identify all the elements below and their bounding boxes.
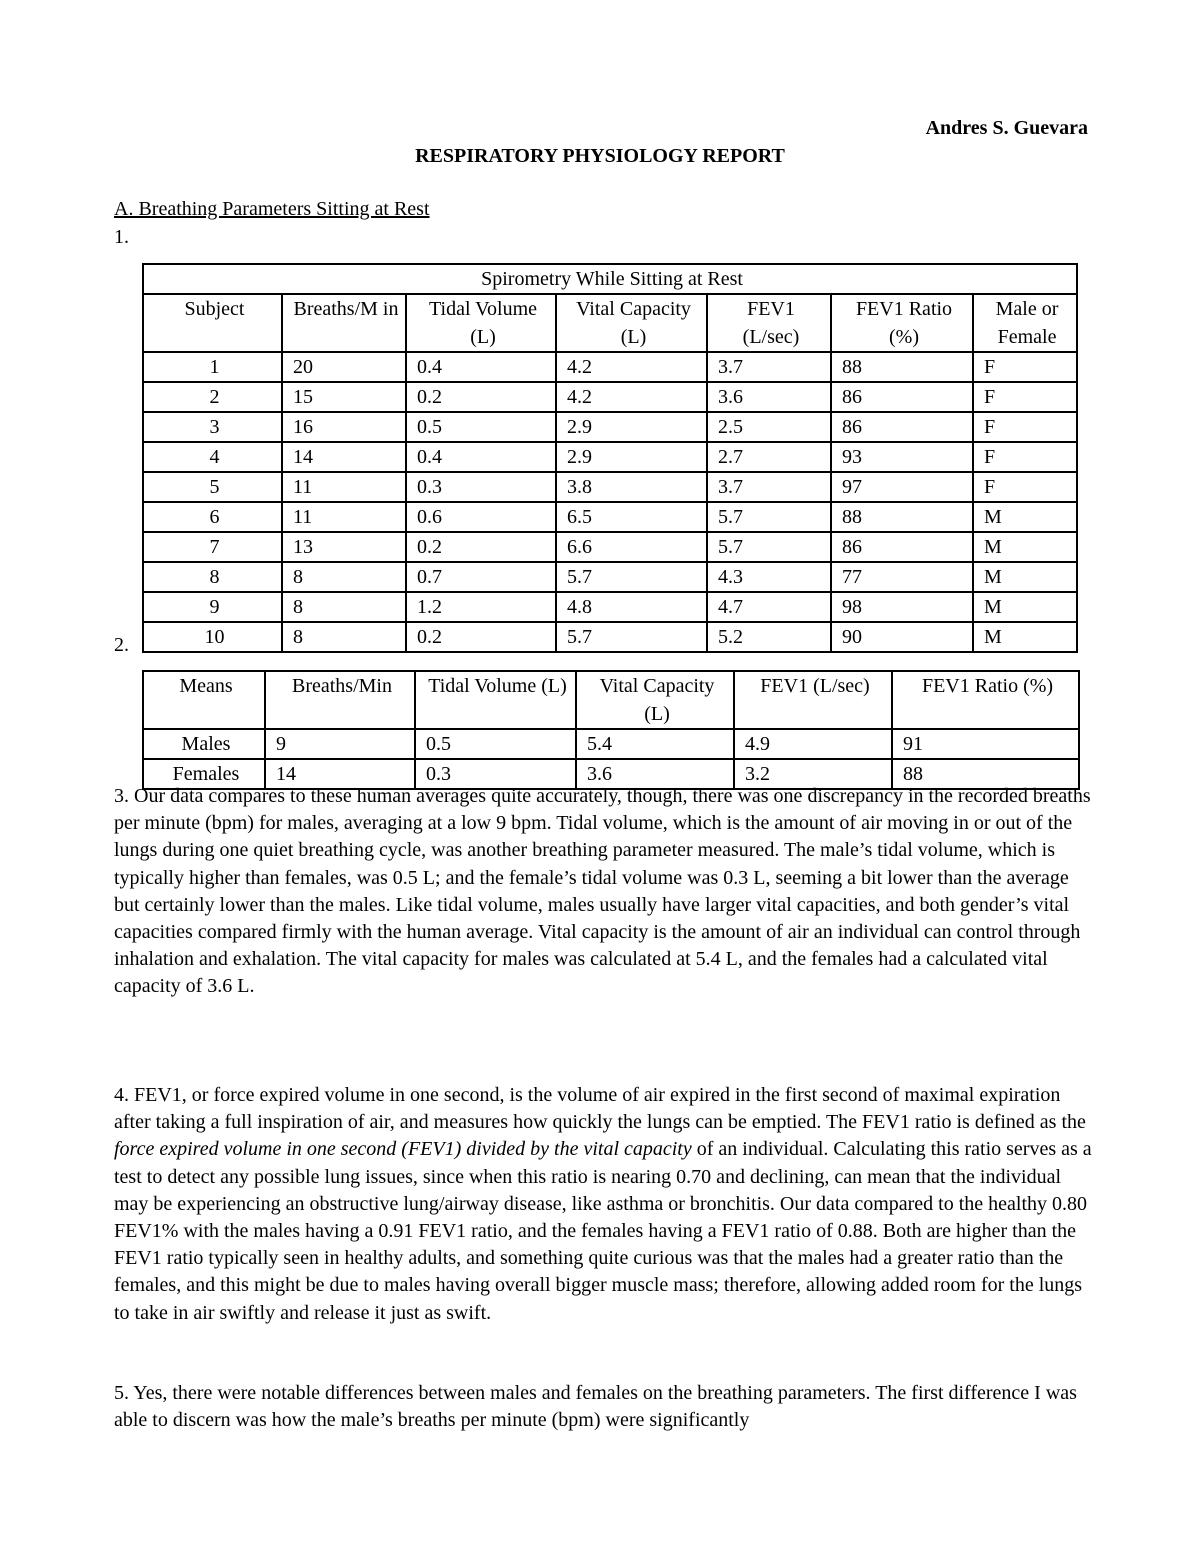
table-cell: 98: [831, 592, 973, 622]
table-cell: 0.3: [415, 759, 576, 789]
table-cell: 0.2: [406, 622, 556, 652]
report-title: RESPIRATORY PHYSIOLOGY REPORT: [415, 145, 785, 167]
table-cell: 3.7: [707, 352, 831, 382]
paragraph-4: [114, 1082, 1094, 1327]
table-row: [143, 352, 1077, 382]
table-cell: 0.3: [406, 472, 556, 502]
paragraph-5: 5. Yes, there were notable differences between males and females on the breathing parameters. The first difference I was able to discern was how the male’s breaths per minute (bpm) were significantly: [114, 1382, 1077, 1432]
section-a-heading: A. Breathing Parameters Sitting at Rest: [114, 198, 430, 220]
table-cell: 3.6: [707, 382, 831, 412]
table-cell: 13: [282, 532, 406, 562]
table-cell: Males: [143, 729, 265, 759]
table-cell: 5.7: [556, 562, 707, 592]
table-cell: 0.5: [415, 729, 576, 759]
table-cell: 93: [831, 442, 973, 472]
table-cell: 86: [831, 382, 973, 412]
table-cell: M: [973, 562, 1077, 592]
paragraph-4-italic: force expired volume in one second (FEV1) divided by the vital capacity: [114, 1138, 692, 1161]
column-header: FEV1 Ratio (%): [831, 294, 973, 352]
table-cell: Females: [143, 759, 265, 789]
table-cell: 0.4: [406, 352, 556, 382]
table-cell: 14: [265, 759, 415, 789]
table-cell: 6.5: [556, 502, 707, 532]
table-cell: M: [973, 622, 1077, 652]
table-header-row: [143, 671, 1079, 729]
table-cell: 0.2: [406, 382, 556, 412]
table-cell: 5.7: [707, 532, 831, 562]
table-cell: 91: [892, 729, 1079, 759]
table-cell: 9: [143, 592, 282, 622]
table-cell: 4: [143, 442, 282, 472]
table-row: [143, 502, 1077, 532]
table-row: [143, 562, 1077, 592]
table-cell: 0.2: [406, 532, 556, 562]
table-cell: F: [973, 352, 1077, 382]
column-header: Tidal Volume (L): [415, 671, 576, 729]
table-cell: 8: [282, 562, 406, 592]
table-cell: 0.6: [406, 502, 556, 532]
table-cell: 1.2: [406, 592, 556, 622]
column-header: Breaths/M in: [282, 294, 406, 352]
table-row: [143, 592, 1077, 622]
table-row: [143, 442, 1077, 472]
table-cell: 4.2: [556, 382, 707, 412]
table-cell: 8: [143, 562, 282, 592]
column-header: Vital Capacity (L): [556, 294, 707, 352]
table-cell: 11: [282, 502, 406, 532]
table-row: [143, 532, 1077, 562]
table-cell: M: [973, 532, 1077, 562]
author-name: Andres S. Guevara: [925, 117, 1088, 139]
table-row: [143, 382, 1077, 412]
table-row: [143, 472, 1077, 502]
column-header: FEV1 (L/sec): [734, 671, 892, 729]
table-cell: 4.9: [734, 729, 892, 759]
table-row: [143, 412, 1077, 442]
table-cell: 10: [143, 622, 282, 652]
table-cell: 8: [282, 622, 406, 652]
table-cell: 5.7: [556, 622, 707, 652]
table-cell: 90: [831, 622, 973, 652]
table-cell: 0.7: [406, 562, 556, 592]
spirometry-table: [142, 263, 1078, 653]
table-cell: 3: [143, 412, 282, 442]
column-header: Tidal Volume (L): [406, 294, 556, 352]
table-cell: 3.8: [556, 472, 707, 502]
column-header: Means: [143, 671, 265, 729]
table-cell: 2.9: [556, 442, 707, 472]
table-cell: 5.7: [707, 502, 831, 532]
table-row: [143, 729, 1079, 759]
column-header: Breaths/Min: [265, 671, 415, 729]
table-cell: 8: [282, 592, 406, 622]
table-cell: 86: [831, 412, 973, 442]
table-cell: 2: [143, 382, 282, 412]
table-cell: 5: [143, 472, 282, 502]
table-cell: 0.4: [406, 442, 556, 472]
table-cell: 88: [892, 759, 1079, 789]
table-cell: 9: [265, 729, 415, 759]
table-cell: M: [973, 592, 1077, 622]
column-header: Vital Capacity (L): [576, 671, 734, 729]
table-cell: F: [973, 442, 1077, 472]
item-number-2: 2.: [114, 634, 129, 656]
means-table: [142, 670, 1080, 790]
paragraph-4-text-b: of an individual. Calculating this ratio serves as a test to detect any possible lung issues, since when this ratio is nearing 0.70 and declining, can mean that the individual may be experiencing an obstructive lung/airway disease, like asthma or bronchitis. Our data compared to the healthy 0.80 FEV1% with the males having a 0.91 FEV1 ratio, and the females having a FEV1 ratio of 0.88. Both are higher than the FEV1 ratio typically seen in healthy adults, and something quite curious was that the males had a greater ratio than the females, and this might be due to males having overall bigger muscle mass; therefore, allowing added room for the lungs to take in air swiftly and release it just as swift.: [114, 1138, 1092, 1324]
table-cell: 5.4: [576, 729, 734, 759]
table-header-row: [143, 294, 1077, 352]
table-cell: 15: [282, 382, 406, 412]
table-cell: 16: [282, 412, 406, 442]
table-cell: 7: [143, 532, 282, 562]
table-cell: 5.2: [707, 622, 831, 652]
item-number-1: 1.: [114, 226, 129, 248]
table-cell: 2.9: [556, 412, 707, 442]
table-caption-row: [143, 264, 1077, 294]
table-cell: 4.7: [707, 592, 831, 622]
table-cell: 3.2: [734, 759, 892, 789]
table-cell: 97: [831, 472, 973, 502]
table-cell: 6: [143, 502, 282, 532]
table-cell: 2.7: [707, 442, 831, 472]
table-cell: F: [973, 472, 1077, 502]
column-header: FEV1 Ratio (%): [892, 671, 1079, 729]
table-cell: 3.7: [707, 472, 831, 502]
table-cell: 14: [282, 442, 406, 472]
table-row: [143, 622, 1077, 652]
table-cell: F: [973, 382, 1077, 412]
table-cell: 4.3: [707, 562, 831, 592]
table-cell: 88: [831, 352, 973, 382]
table-cell: 0.5: [406, 412, 556, 442]
column-header: Subject: [143, 294, 282, 352]
column-header: FEV1 (L/sec): [707, 294, 831, 352]
table-cell: 2.5: [707, 412, 831, 442]
table-cell: 77: [831, 562, 973, 592]
table-cell: 4.8: [556, 592, 707, 622]
table-cell: 88: [831, 502, 973, 532]
paragraph-3: 3. Our data compares to these human averages quite accurately, though, there was one discrepancy in the recorded breaths per minute (bpm) for males, averaging at a low 9 bpm. Tidal volume, which is the amount of air moving in or out of the lungs during one quiet breathing cycle, was another breathing parameter measured. The male’s tidal volume, which is typically higher than females, was 0.5 L; and the female’s tidal volume was 0.3 L, seeming a bit lower than the average but certainly lower than the males. Like tidal volume, males usually have larger vital capacities, and both gender’s vital capacities compared firmly with the human average. Vital capacity is the amount of air an individual can control through inhalation and exhalation. The vital capacity for males was calculated at 5.4 L, and the females had a calculated vital capacity of 3.6 L.: [114, 785, 1091, 998]
table-cell: M: [973, 502, 1077, 532]
table-cell: 20: [282, 352, 406, 382]
column-header: Male or Female: [973, 294, 1077, 352]
table-cell: 1: [143, 352, 282, 382]
table-cell: 11: [282, 472, 406, 502]
table-caption: Spirometry While Sitting at Rest: [143, 264, 1077, 294]
table-cell: 6.6: [556, 532, 707, 562]
table-cell: F: [973, 412, 1077, 442]
table-cell: 86: [831, 532, 973, 562]
paragraph-4-text-a: 4. FEV1, or force expired volume in one second, is the volume of air expired in the first second of maximal expiration after taking a full inspiration of air, and measures how quickly the lungs can be emptied. The FEV1 ratio is defined as the: [114, 1084, 1086, 1134]
table-cell: 3.6: [576, 759, 734, 789]
table-cell: 4.2: [556, 352, 707, 382]
